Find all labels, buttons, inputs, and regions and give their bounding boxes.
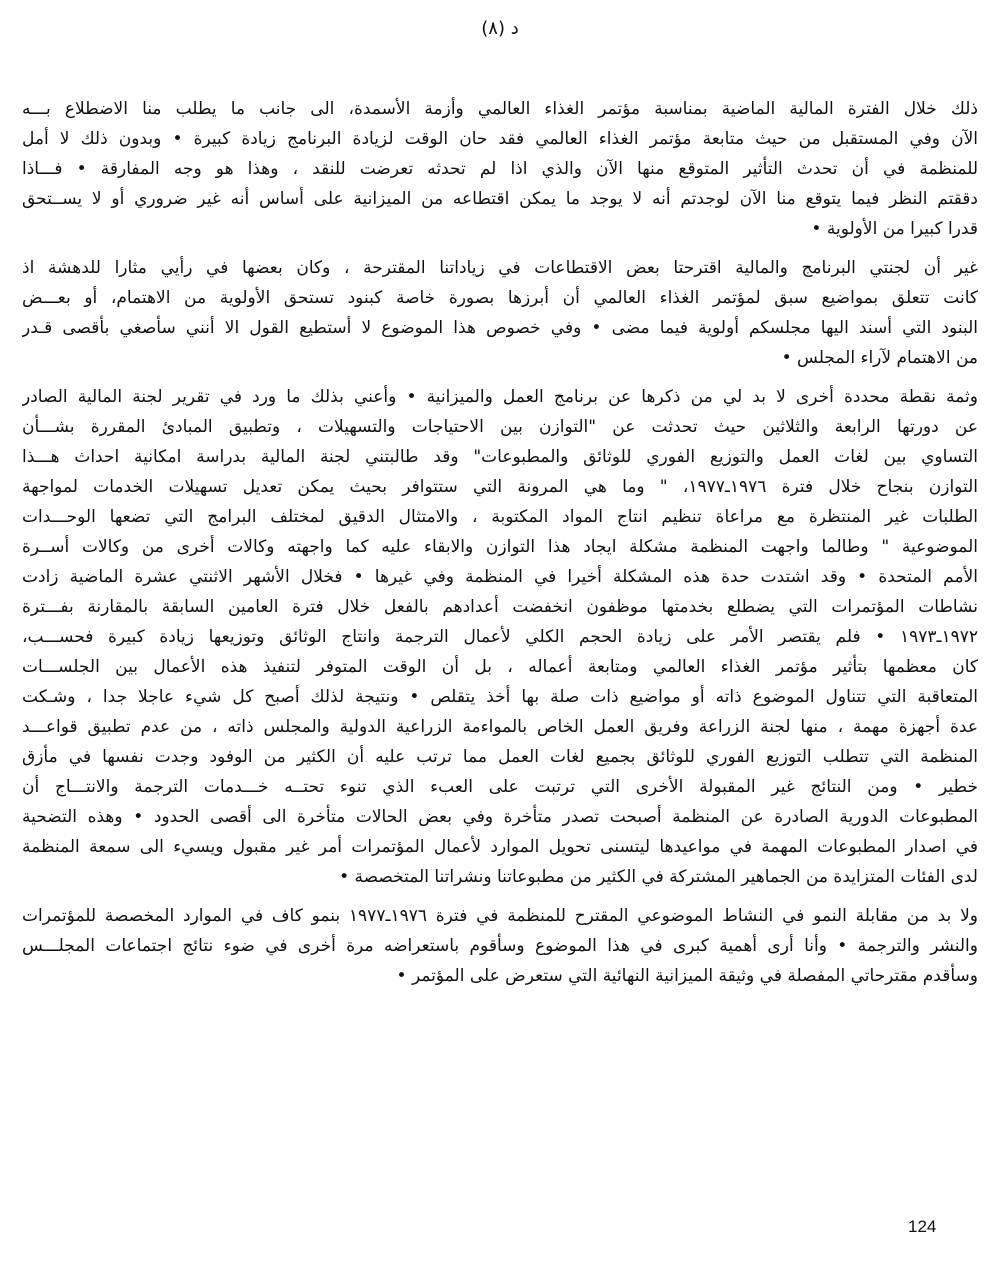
text-line: كان معظمها بتأثير مؤتمر الغذاء العالمي ومتابعة أعماله ، بل أن الوقت المتوفر لتنفيذ هذه الأعمال بين الجلســـات [22, 657, 978, 677]
text-line: الآن وفي المستقبل من حيث متابعة مؤتمر الغذاء العالمي فقد حان الوقت لزيادة البرنامج زيادة كبيرة • وبدون ذلك لا أمل [22, 129, 978, 149]
text-line: من الاهتمام لآراء المجلس • [781, 348, 978, 368]
text-line: خطير • ومن النتائج غير المقبولة الأخرى التي ترتبت على العبء الذي تنوء تحتــه خـــدمات الترجمة والانتـــاج أن [22, 777, 978, 797]
text-line: لدى الفئات المتزايدة من الجماهير المشتركة في الكثير من مطبوعاتنا ونشراتنا المتخصصة • [339, 867, 978, 887]
text-line: في اصدار المطبوعات المهمة في مواعيدها ليتسنى تحويل الموارد لأعمال المؤتمرات أمر غير مقبول ويسيء الى سمعة المنظمة [22, 837, 978, 857]
paragraph-4 [22, 901, 978, 991]
text-line: قدرا كبيرا من الأولوية • [811, 219, 978, 239]
text-line: عن دورتها الرابعة والثلاثين حيث تحدثت عن "التوازن بين الاحتياجات والتسهيلات ، وتطبيق المبادئ المقررة بشـــأن [22, 417, 978, 437]
text-line: للمنظمة في أن تحدث التأثير المتوقع منها الآن والذي اذا لم تحدثه تعرضت للنقد ، وهذا هو وجه المفارقة • فـــاذا [22, 159, 978, 179]
text-line: وثمة نقطة محددة أخرى لا بد لي من ذكرها عن برنامج العمل والميزانية • وأعني بذلك ما ورد في تقرير لجنة المالية الصادر [22, 387, 978, 407]
text-line: التوازن بنجاح خلال فترة ١٩٧٦ـ١٩٧٧، " وما هي المرونة التي ستتوافر بحيث يمكن تعديل تسهيلات الخدمات لمواجهة [22, 477, 978, 497]
text-line: ذلك خلال الفترة المالية الماضية بمناسبة مؤتمر الغذاء العالمي وأزمة الأسمدة، الى جانب ما يطلب منا الاضطلاع بـــه [22, 99, 978, 119]
paragraph-1 [22, 94, 978, 244]
text-line: المطبوعات الدورية الصادرة عن المنظمة أصبحت تصدر متأخرة وفي بعض الحالات متأخرة الى أقصى الحدود • وهذه التضحية [22, 807, 978, 827]
text-line: المنظمة التي تتطلب التوزيع الفوري للوثائق بجميع لغات العمل مما ترتب عليه أن الكثير من الوفود وجدت نفسها في مأزق [22, 747, 978, 767]
text-line: نشاطات المؤتمرات التي يضطلع بخدمتها موظفون انخفضت أعدادهم بالفعل خلال فترة العامين السابقة بالمقارنة بفـــترة [22, 597, 978, 617]
text-line: ١٩٧٢ـ١٩٧٣ • فلم يقتصر الأمر على زيادة الحجم الكلي لأعمال الترجمة وانتاج الوثائق وتوزيعها زيادة كبيرة فحســـب، [22, 627, 978, 647]
text-line: المتعاقبة التي تتناول الموضوع ذاته أو مواضيع ذات صلة بها أخذ يتقلص • ونتيجة لذلك أصبح كل شيء عاجلا جدا ، وشـكت [22, 687, 978, 707]
text-line: ولا بد من مقابلة النمو في النشاط الموضوعي المقترح للمنظمة في فترة ١٩٧٦ـ١٩٧٧ بنمو كاف في الموارد المخصصة للمؤتمرات [22, 906, 978, 926]
text-line: دققتم النظر فيما يتوقع منا الآن لوجدتم أنه لا يوجد ما يمكن اقتطاعه من الميزانية على أساس أنه غير ضروري أو لا يســتحق [22, 189, 978, 209]
text-line: التساوي بين لغات العمل والتوزيع الفوري للوثائق والمطبوعات" وقد طالبتني لجنة المالية بدراسة امكانية احداث هـــذا [22, 447, 978, 467]
page-number: 124 [908, 1217, 937, 1236]
text-line: غير أن لجنتي البرنامج والمالية اقترحتا بعض الاقتطاعات في زياداتنا المقترحة ، وكان بعضها في رأيي مثارا للدهشة اذ [22, 258, 978, 278]
text-line: وسأقدم مقترحاتي المفصلة في وثيقة الميزانية النهائية التي ستعرض على المؤتمر • [396, 966, 978, 986]
text-line: والنشر والترجمة • وأنا أرى أهمية كبرى في هذا الموضوع وسأقوم باستعراضه مرة أخرى في ضوء نتائج اجتماعات المجلـــس [22, 936, 978, 956]
text-line: كانت تتعلق بمواضيع سبق لمؤتمر الغذاء العالمي أن أبرزها بصورة خاصة كبنود تستحق الأولوية من الاهتمام، أو بعـــض [22, 288, 978, 308]
text-line: الأمم المتحدة • وقد اشتدت حدة هذه المشكلة أخيرا في المنظمة وفي غيرها • فخلال الأشهر الاثنتي عشرة الماضية زادت [22, 567, 978, 587]
text-line: الموضوعية " وطالما واجهت المنظمة مشكلة ايجاد هذا التوازن والابقاء عليه كما واجهته وكالات أخرى من وكالات أســرة [22, 537, 978, 557]
text-line: الطلبات غير المنتظرة مع مراعاة تنظيم انتاج المواد المكتوبة ، والامتثال الدقيق لمختلف البرامج التي تضعها الوحـــدات [22, 507, 978, 527]
paragraph-2 [22, 253, 978, 373]
document-body [22, 94, 978, 1000]
text-line: عدة أجهزة مهمة ، منها لجنة الزراعة وفريق العمل الخاص بالمواءمة الزراعية الدولية والمجلس ذاته ، من عدم تطبيق قواعـــد [22, 717, 978, 737]
text-line: البنود التي أسند اليها مجلسكم أولوية فيما مضى • وفي خصوص هذا الموضوع لا أستطيع القول الا أنني سأصغي بأقصى قـدر [22, 318, 978, 338]
page-header: د (٨) [481, 18, 519, 39]
paragraph-3 [22, 382, 978, 892]
